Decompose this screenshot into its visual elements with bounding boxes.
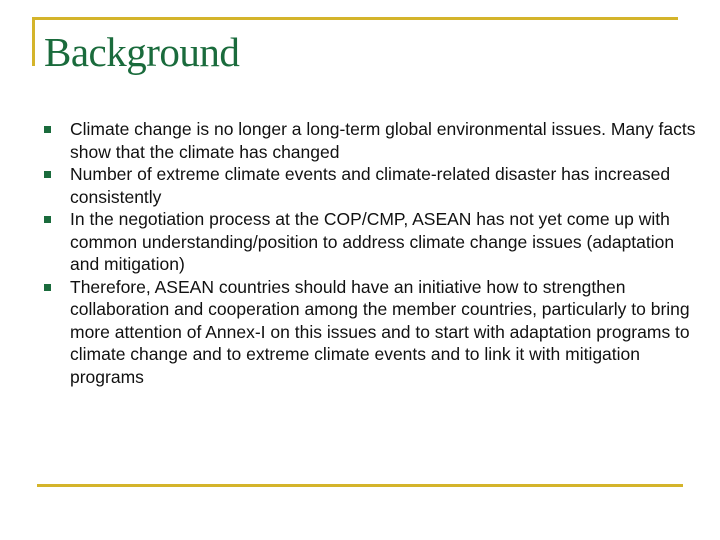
bottom-rule <box>37 484 683 487</box>
slide-title: Background <box>44 29 240 75</box>
bullet-text: Therefore, ASEAN countries should have an initiative how to strengthen collaboration and cooperation among the member countries, particularly to bring more attention of Annex-I on this issues and to start with adaptation programs to climate change and to extreme climate events and to link it with mitigation programs <box>70 276 690 387</box>
bullet-text: Number of extreme climate events and climate-related disaster has increased consistently <box>70 164 671 207</box>
bullet-item <box>44 118 704 163</box>
bullet-item <box>44 276 704 389</box>
square-bullet-icon <box>44 171 51 178</box>
bullet-text: In the negotiation process at the COP/CMP, ASEAN has not yet come up with common understanding/position to address climate change issues (adaptation and mitigation) <box>70 209 675 274</box>
square-bullet-icon <box>44 126 51 133</box>
left-rule <box>32 17 35 66</box>
bullet-item <box>44 208 704 276</box>
square-bullet-icon <box>44 284 51 291</box>
bullet-list <box>44 118 704 388</box>
top-rule <box>32 17 678 20</box>
square-bullet-icon <box>44 216 51 223</box>
bullet-item <box>44 163 704 208</box>
bullet-text: Climate change is no longer a long-term global environmental issues. Many facts show that the climate has changed <box>70 119 696 162</box>
